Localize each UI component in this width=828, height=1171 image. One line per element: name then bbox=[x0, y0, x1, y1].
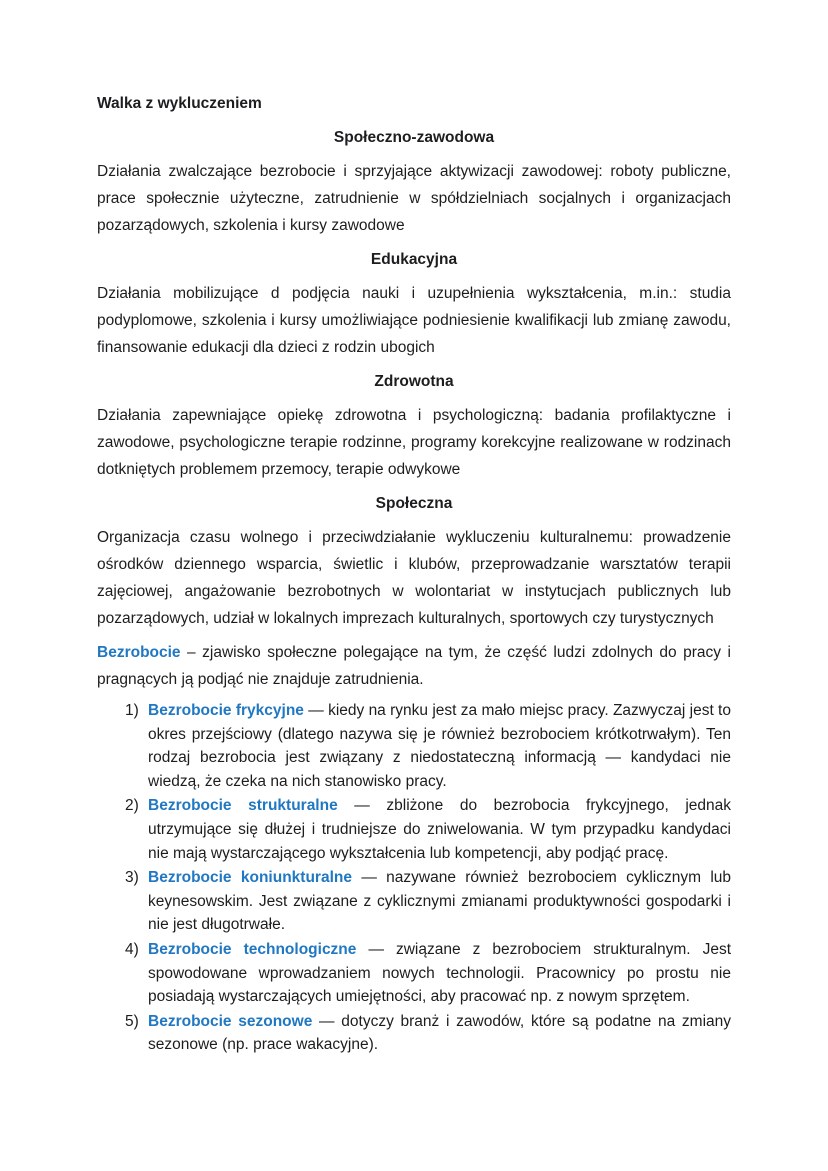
list-item-technologiczne bbox=[97, 938, 731, 1009]
list-item-term: Bezrobocie technologiczne bbox=[148, 940, 357, 958]
list-item-number: 2) bbox=[125, 797, 139, 815]
unemployment-types-list bbox=[97, 699, 731, 1057]
list-item-number: 3) bbox=[125, 869, 139, 887]
list-item-koniunkturalne bbox=[97, 866, 731, 937]
list-item-text: — zbliżone do bezrobocia frykcyjnego, jednak utrzymujące się dłużej i trudniejsze do zniwelowania. W tym przypadku kandydaci nie mają wystarczającego wykształcenia lub kompetencji, aby podjąć pracę. bbox=[148, 797, 732, 862]
section-heading-zdrowotna: Zdrowotna bbox=[374, 373, 454, 390]
section-heading-spoleczna: Społeczna bbox=[375, 495, 453, 512]
list-item-term: Bezrobocie strukturalne bbox=[148, 797, 338, 815]
section-paragraph-zdrowotna: Działania zapewniające opiekę zdrowotna i psychologiczną: badania profilaktyczne i zawodowe, psychologiczne terapie rodzinne, programy korekcyjne realizowane w rodzinach dotkniętych problemem przemocy, terapie odwykowe bbox=[97, 407, 731, 478]
list-item-number: 4) bbox=[125, 940, 139, 958]
list-item-number: 1) bbox=[125, 702, 139, 719]
section-heading-edukacyjna: Edukacyjna bbox=[370, 251, 458, 268]
section-heading-spoleczno-zawodowa: Społeczno-zawodowa bbox=[333, 129, 495, 146]
list-item-term: Bezrobocie frykcyjne bbox=[148, 702, 304, 719]
list-item-frykcyjne bbox=[97, 699, 731, 793]
section-paragraph-spoleczna: Organizacja czasu wolnego i przeciwdziałanie wykluczeniu kulturalnemu: prowadzenie ośrodków dziennego wsparcia, świetlic i klubów, przeprowadzanie warsztatów terapii zajęciowej, angażowanie bezrobotnych w wolontariat w instytucjach publicznych lub pozarządowych, udział w lokalnych imprezach kulturalnych, sportowych czy turystycznych bbox=[97, 529, 731, 627]
list-item-sezonowe bbox=[97, 1010, 731, 1057]
definition-paragraph bbox=[97, 639, 731, 693]
section-paragraph-edukacyjna: Działania mobilizujące d podjęcia nauki i uzupełnienia wykształcenia, m.in.: studia podyplomowe, szkolenia i kursy umożliwiające podniesienie kwalifikacji lub zmianę zawodu, finansowanie edukacji dla dzieci z rodzin ubogich bbox=[97, 285, 731, 356]
list-item-strukturalne bbox=[97, 794, 731, 865]
definition-term-bezrobocie: Bezrobocie bbox=[97, 644, 181, 661]
list-item-number: 5) bbox=[125, 1012, 139, 1030]
section-paragraph-spoleczno-zawodowa: Działania zwalczające bezrobocie i sprzyjające aktywizacji zawodowej: roboty publiczne, prace społecznie użyteczne, zatrudnienie w spółdzielniach socjalnych i organizacjach pozarządowych, szkolenia i kursy zawodowe bbox=[97, 163, 731, 234]
page-title: Walka z wykluczeniem bbox=[97, 95, 262, 112]
list-item-term: Bezrobocie sezonowe bbox=[148, 1012, 313, 1030]
list-item-text: — nazywane również bezrobociem cyklicznym lub keynesowskim. Jest związane z cyklicznymi zmianami produktywności gospodarki i nie jest długotrwałe. bbox=[148, 869, 732, 934]
list-item-text: — dotyczy branż i zawodów, które są podatne na zmiany sezonowe (np. prace wakacyjne). bbox=[148, 1012, 731, 1054]
list-item-text: — kiedy na rynku jest za mało miejsc pracy. Zazwyczaj jest to okres przejściowy (dlatego nazywa się je również bezrobociem krótkotrwałym). Ten rodzaj bezrobocia jest związany z niedostateczną informacją — kandydaci nie wiedzą, że czeka na nich stanowisko pracy. bbox=[148, 702, 731, 790]
definition-text: – zjawisko społeczne polegające na tym, że część ludzi zdolnych do pracy i pragnących ją podjąć nie znajduje zatrudnienia. bbox=[97, 644, 731, 688]
list-item-text: — związane z bezrobociem strukturalnym. Jest spowodowane wprowadzaniem nowych technologii. Pracownicy po prostu nie posiadają wystarczających umiejętności, aby pracować np. z nowym sprzętem. bbox=[148, 940, 732, 1006]
list-item-term: Bezrobocie koniunkturalne bbox=[148, 869, 352, 887]
